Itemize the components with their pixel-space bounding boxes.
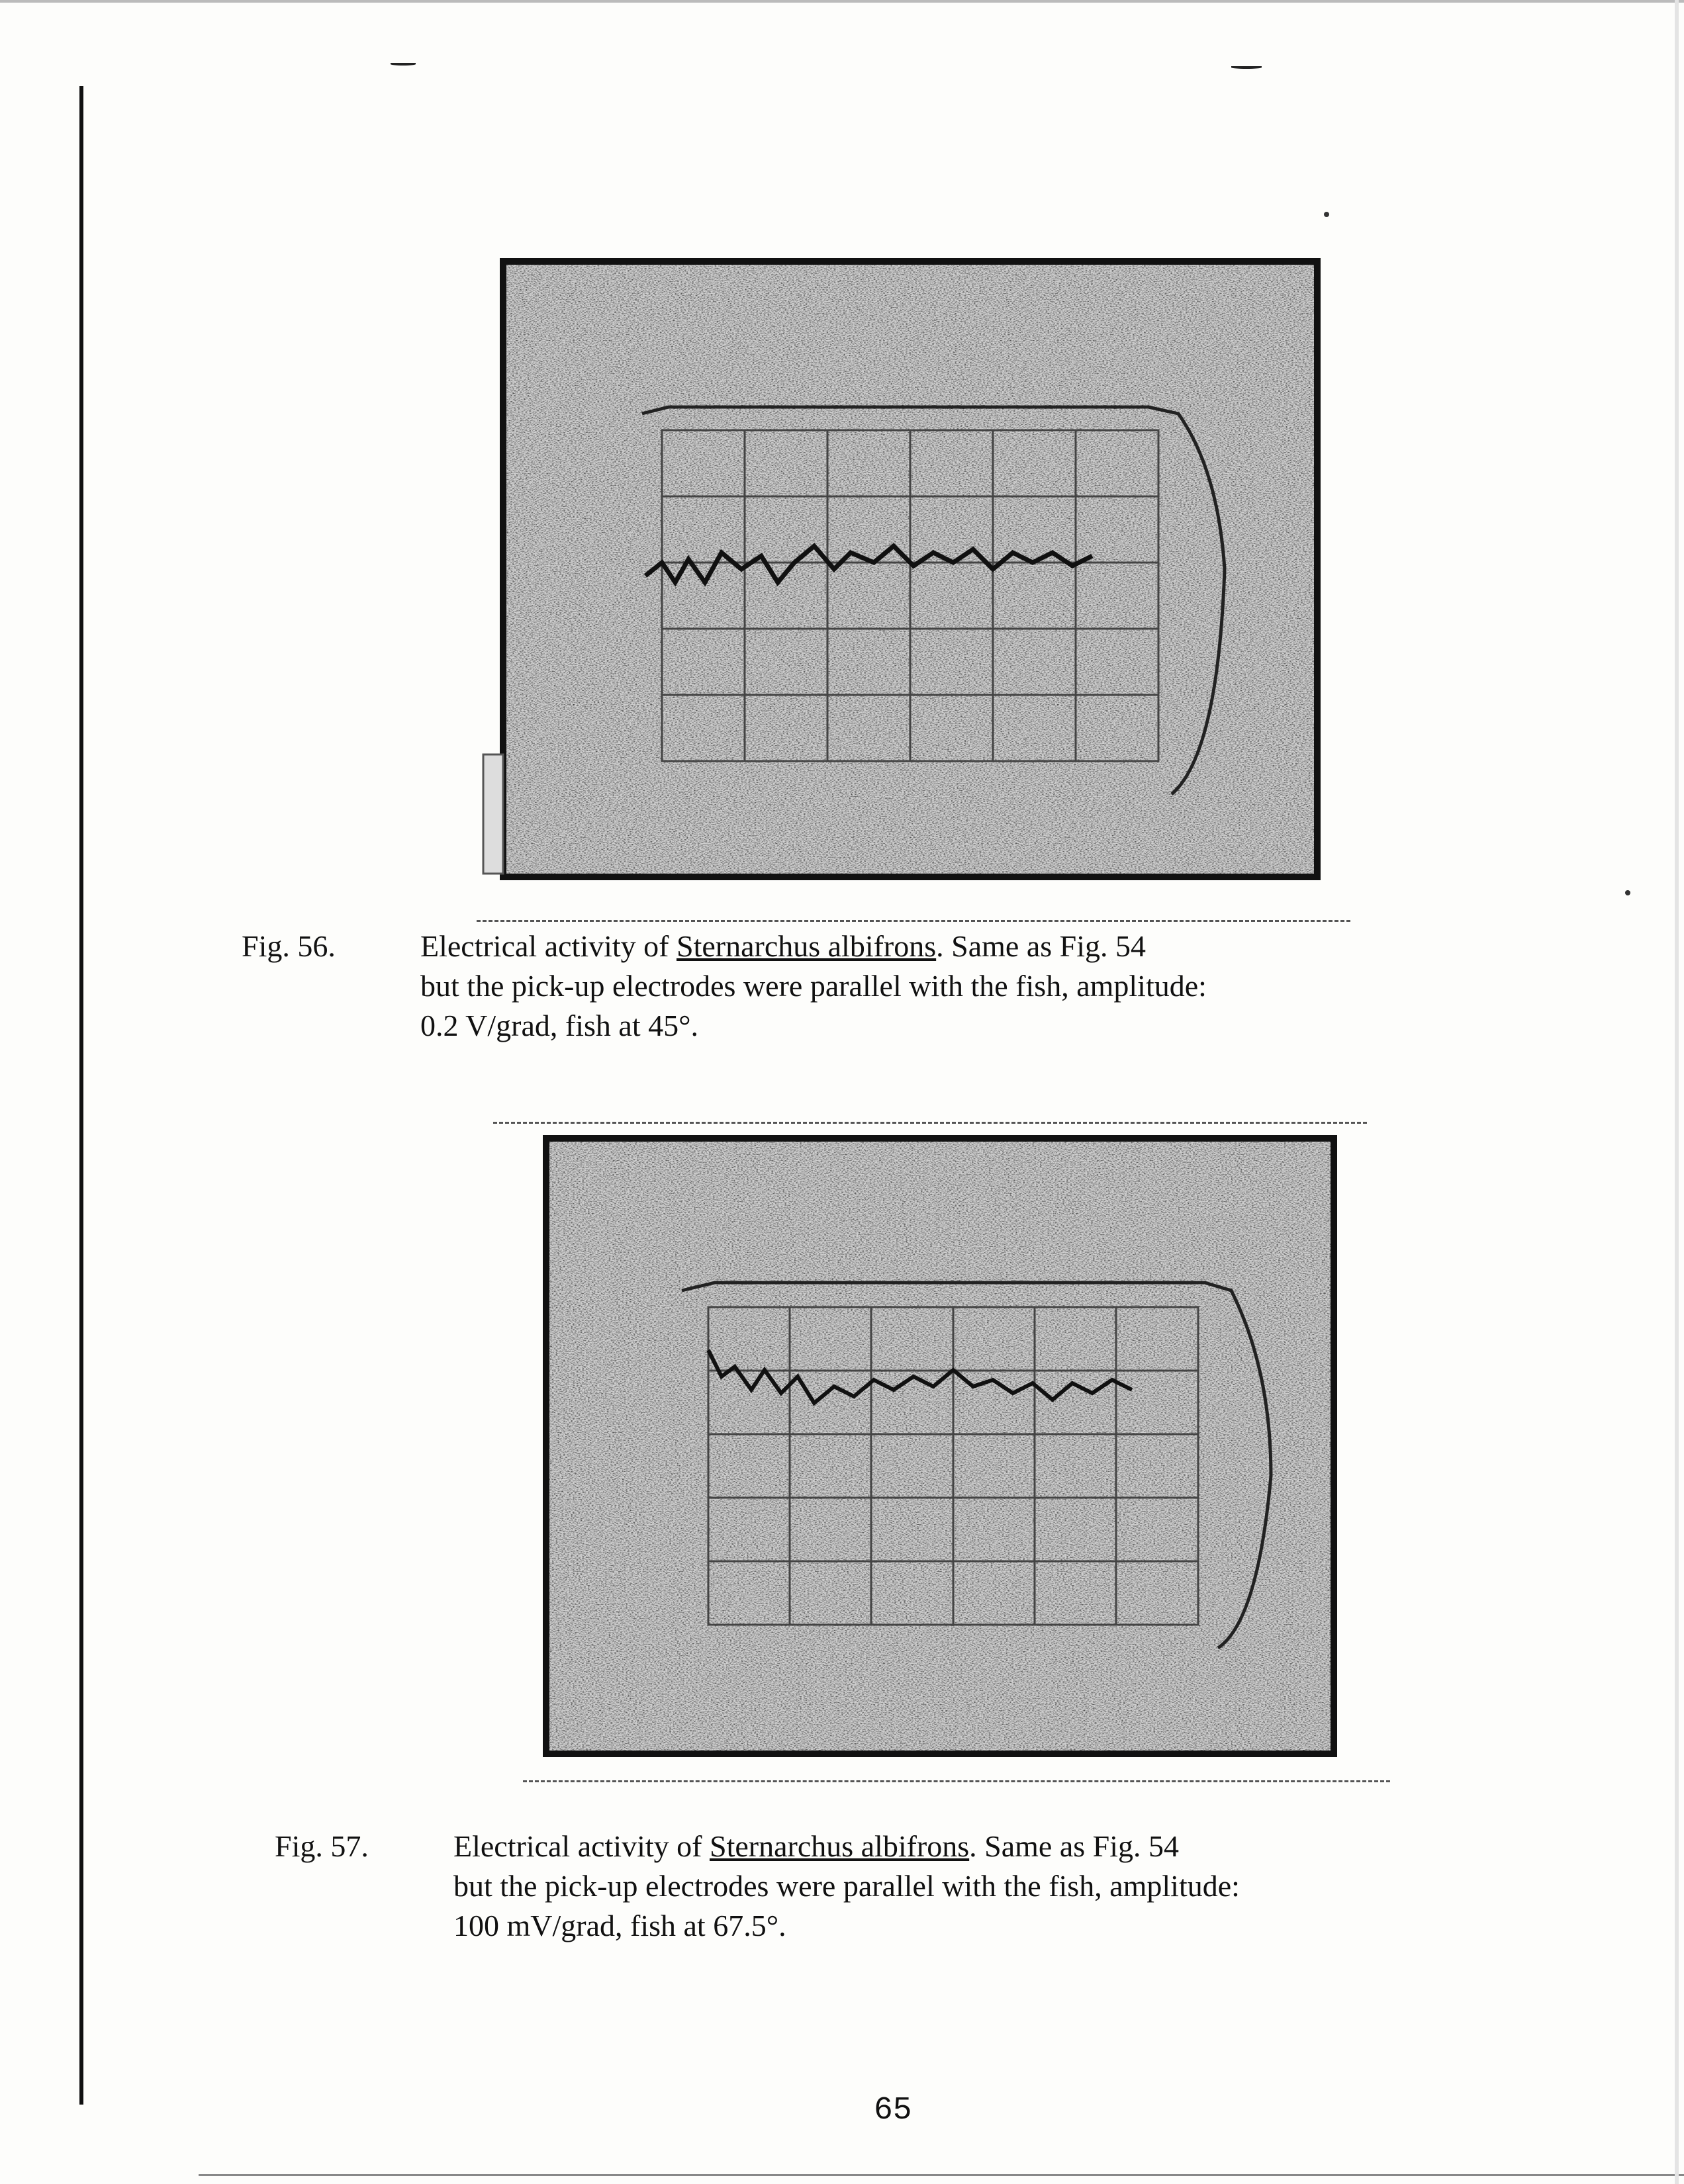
caption-body [453,1827,1585,1946]
oscilloscope-photo [516,1132,1377,1767]
caption-text: Electrical activity of [420,929,677,963]
caption-line: 0.2 V/grad, fish at 45°. [420,1009,698,1042]
figure-label: Fig. 56. [242,929,336,963]
scan-mark [1231,66,1262,69]
caption-line: but the pick-up electrodes were parallel with the fish, amplitude: [453,1869,1240,1903]
bottom-edge-rule [199,2174,1684,2176]
caption-text: . Same as Fig. 54 [936,929,1146,963]
scan-speck [1625,890,1630,895]
page-number: 65 [874,2093,912,2128]
top-edge-rule [0,0,1684,3]
caption-line: 100 mV/grad, fish at 67.5°. [453,1909,786,1942]
caption-text: . Same as Fig. 54 [969,1829,1180,1863]
figure-57-oscillogram [516,1132,1377,1767]
oscilloscope-photo [477,251,1337,920]
caption-line [453,1827,1585,1866]
figure-56-cut-line [477,920,1350,922]
caption-body [420,927,1552,1046]
caption-text: Electrical activity of [453,1829,710,1863]
right-page-edge [1675,0,1679,2184]
scan-speck [1324,212,1329,217]
figure-label: Fig. 57. [275,1829,369,1863]
figure-57-cut-line [493,1122,1367,1124]
figure-57-bottom-cut-line [523,1780,1390,1782]
caption-line: but the pick-up electrodes were parallel with the fish, amplitude: [420,969,1207,1003]
caption-line [420,927,1552,966]
species-name: Sternarchus albifrons [709,1829,970,1863]
scan-mark [391,63,416,66]
figure-56-oscillogram [477,251,1337,920]
left-margin-rule [79,86,83,2105]
species-name: Sternarchus albifrons [676,929,937,963]
